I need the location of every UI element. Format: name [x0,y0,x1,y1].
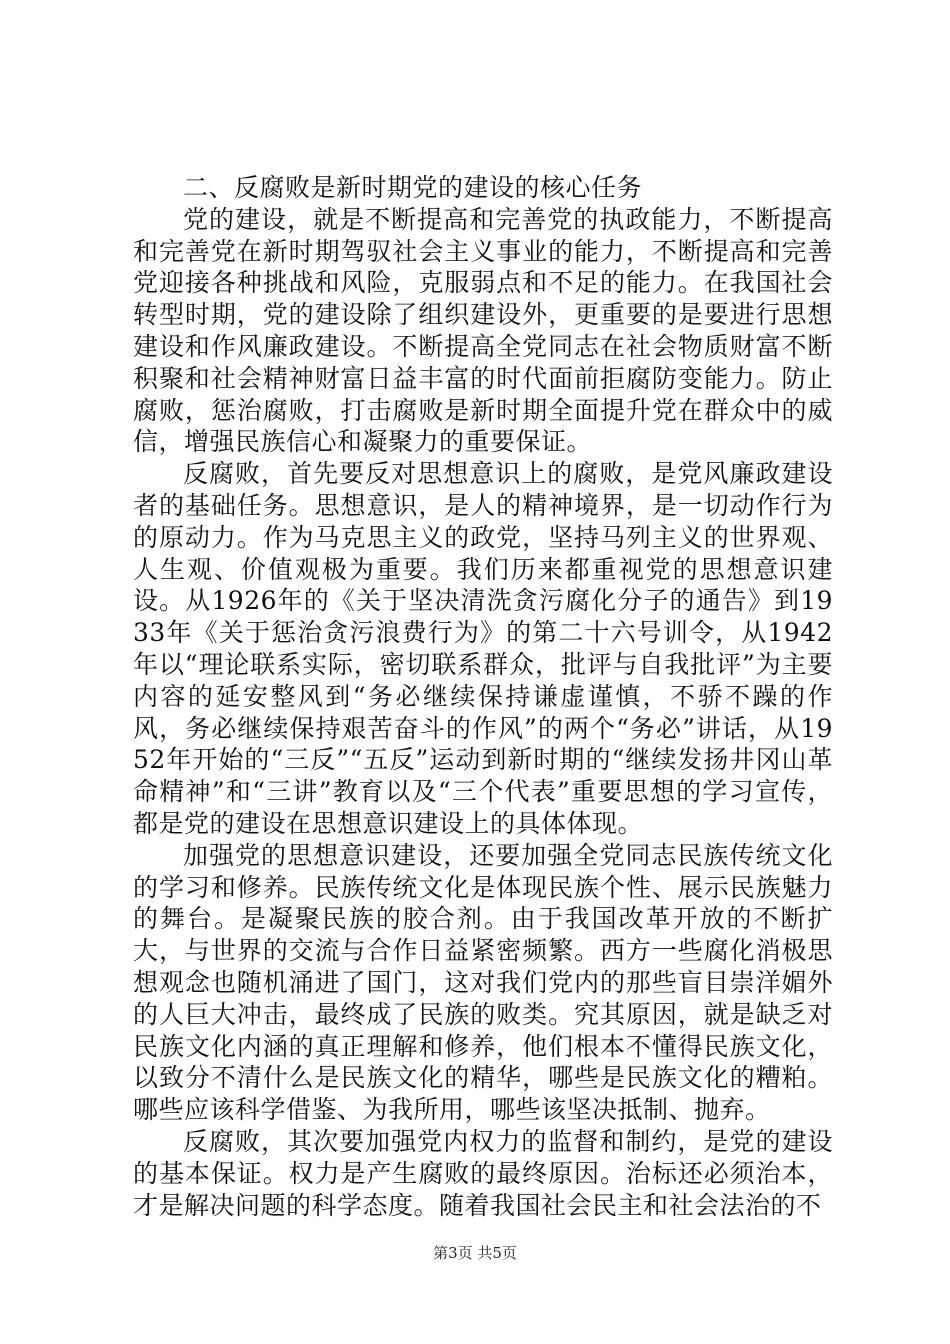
paragraph-4: 反腐败，其次要加强党内权力的监督和制约，是党的建设的基本保证。权力是产生腐败的最终原因。治标还必须治本，才是解决问题的科学态度。随着我国社会民主和社会法治的不 [133,1126,833,1220]
section-heading: 二、反腐败是新时期党的建设的核心任务 [183,173,643,202]
paragraph-3: 加强党的思想意识建设，还要加强全党同志民族传统文化的学习和修养。民族传统文化是体现民族个性、展示民族魅力的舞台。是凝聚民族的胶合剂。由于我国改革开放的不断扩大，与世界的交流与合作日益紧密频繁。西方一些腐化消极思想观念也随机涌进了国门，这对我们党内的那些盲目崇洋媚外的人巨大冲击，最终成了民族的败类。究其原因，就是缺乏对民族文化内涵的真正理解和修养，他们根本不懂得民族文化，以致分不清什么是民族文化的精华，哪些是民族文化的糟粕。哪些应该科学借鉴、为我所用，哪些该坚决抵制、抛弃。 [133,840,833,1125]
paragraph-1: 党的建设，就是不断提高和完善党的执政能力，不断提高和完善党在新时期驾驭社会主义事业的能力，不断提高和完善党迎接各种挑战和风险，克服弱点和不足的能力。在我国社会转型时期，党的建设除了组织建设外，更重要的是要进行思想建设和作风廉政建设。不断提高全党同志在社会物质财富不断积聚和社会精神财富日益丰富的时代面前拒腐防变能力。防止腐败，惩治腐败，打击腐败是新时期全面提升党在群众中的威信，增强民族信心和凝聚力的重要保证。 [133,204,833,457]
page-footer: 第3页 共5页 [433,1244,517,1262]
paragraph-2: 反腐败，首先要反对思想意识上的腐败，是党风廉政建设者的基础任务。思想意识，是人的精神境界，是一切动作行为的原动力。作为马克思主义的政党，坚持马列主义的世界观、人生观、价值观极为重要。我们历来都重视党的思想意识建设。从1926年的《关于坚决清洗贪污腐化分子的通告》到1933年《关于惩治贪污浪费行为》的第二十六号训令，从1942年以“理论联系实际，密切联系群众，批评与自我批评”为主要内容的延安整风到“务必继续保持谦虚谨慎，不骄不躁的作风，务必继续保持艰苦奋斗的作风”的两个“务必”讲话，从1952年开始的“三反”“五反”运动到新时期的“继续发扬井冈山革命精神”和“三讲”教育以及“三个代表”重要思想的学习宣传，都是党的建设在思想意识建设上的具体体现。 [133,459,833,838]
document-body [133,172,833,1221]
